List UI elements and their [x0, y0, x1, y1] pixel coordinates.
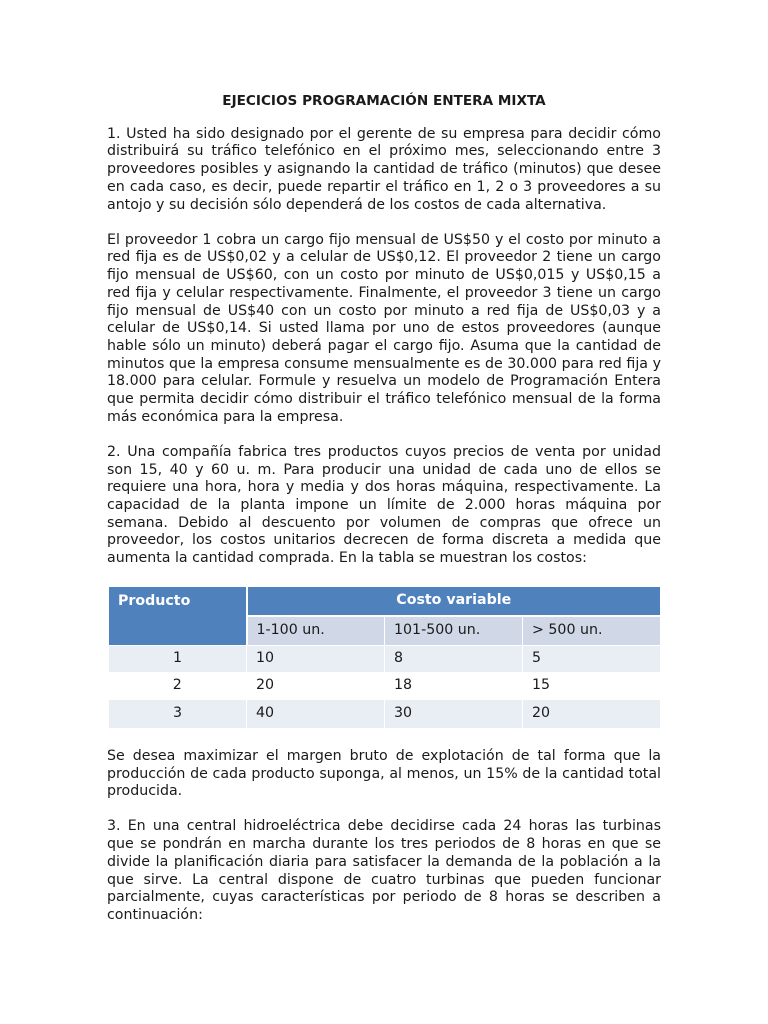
cell-cost: 10	[247, 645, 385, 672]
subheader-range-1: 1-100 un.	[247, 616, 385, 646]
document-page	[107, 93, 661, 942]
document-title: EJECICIOS PROGRAMACIÓN ENTERA MIXTA	[222, 93, 546, 109]
cell-product: 2	[109, 672, 247, 699]
cell-product: 3	[109, 699, 247, 728]
cell-cost: 30	[385, 699, 523, 728]
paragraph-exercise-2: 2. Una compañía fabrica tres productos cuyos precios de venta por unidad son 15, 40 y 60 u. m. Para producir una unidad de cada uno de ellos se requiere una hora, hora y media y dos horas máquina, respectivamente. La capacidad de la planta impone un límite de 2.000 horas máquina por semana. Debido al descuento por volumen de compras que ofrece un proveedor, los costos unitarios decrecen de forma discreta a medida que aumenta la cantidad comprada. En la tabla se muestran los costos:	[107, 443, 661, 567]
table-row	[109, 645, 661, 672]
cell-cost: 40	[247, 699, 385, 728]
cell-cost: 20	[247, 672, 385, 699]
cell-product: 1	[109, 645, 247, 672]
subheader-range-3: > 500 un.	[523, 616, 661, 646]
paragraph-exercise-2-objective: Se desea maximizar el margen bruto de explotación de tal forma que la producción de cada producto suponga, al menos, un 15% de la cantidad total producida.	[107, 747, 661, 800]
cost-table-wrapper	[108, 586, 661, 729]
table-row	[109, 672, 661, 699]
cell-cost: 20	[523, 699, 661, 728]
cell-cost: 15	[523, 672, 661, 699]
cost-table	[108, 586, 661, 729]
paragraph-exercise-3: 3. En una central hidroeléctrica debe decidirse cada 24 horas las turbinas que se pondrán en marcha durante los tres periodos de 8 horas en que se divide la planificación diaria para satisfacer la demanda de la población a la que sirve. La central dispone de cuatro turbinas que pueden funcionar parcialmente, cuyas características por periodo de 8 horas se describen a continuación:	[107, 818, 661, 923]
paragraph-exercise-1: 1. Usted ha sido designado por el gerente de su empresa para decidir cómo distribuirá su tráfico telefónico en el próximo mes, seleccionando entre 3 proveedores posibles y asignando la cantidad de tráfico (minutos) que desee en cada caso, es decir, puede repartir el tráfico en 1, 2 o 3 proveedores a su antojo y su decisión sólo dependerá de los costos de cada alternativa.	[107, 125, 661, 213]
cell-cost: 8	[385, 645, 523, 672]
table-row	[109, 699, 661, 728]
header-variable-cost: Costo variable	[247, 586, 661, 616]
subheader-range-2: 101-500 un.	[385, 616, 523, 646]
header-product: Producto	[109, 586, 247, 645]
cell-cost: 18	[385, 672, 523, 699]
cell-cost: 5	[523, 645, 661, 672]
paragraph-exercise-1-details: El proveedor 1 cobra un cargo fijo mensual de US$50 y el costo por minuto a red fija es de US$0,02 y a celular de US$0,12. El proveedor 2 tiene un cargo fijo mensual de US$60, con un costo por minuto de US$0,015 y US$0,15 a red fija y celular respectivamente. Finalmente, el proveedor 3 tiene un cargo fijo mensual de US$40 con un costo por minuto a red fija de US$0,03 y a celular de US$0,14. Si usted llama por uno de estos proveedores (aunque hable sólo un minuto) deberá pagar el cargo fijo. Asuma que la cantidad de minutos que la empresa consume mensualmente es de 30.000 para red fija y 18.000 para celular. Formule y resuelva un modelo de Programación Entera que permita decidir cómo distribuir el tráfico telefónico mensual de la forma más económica para la empresa.	[107, 231, 661, 425]
